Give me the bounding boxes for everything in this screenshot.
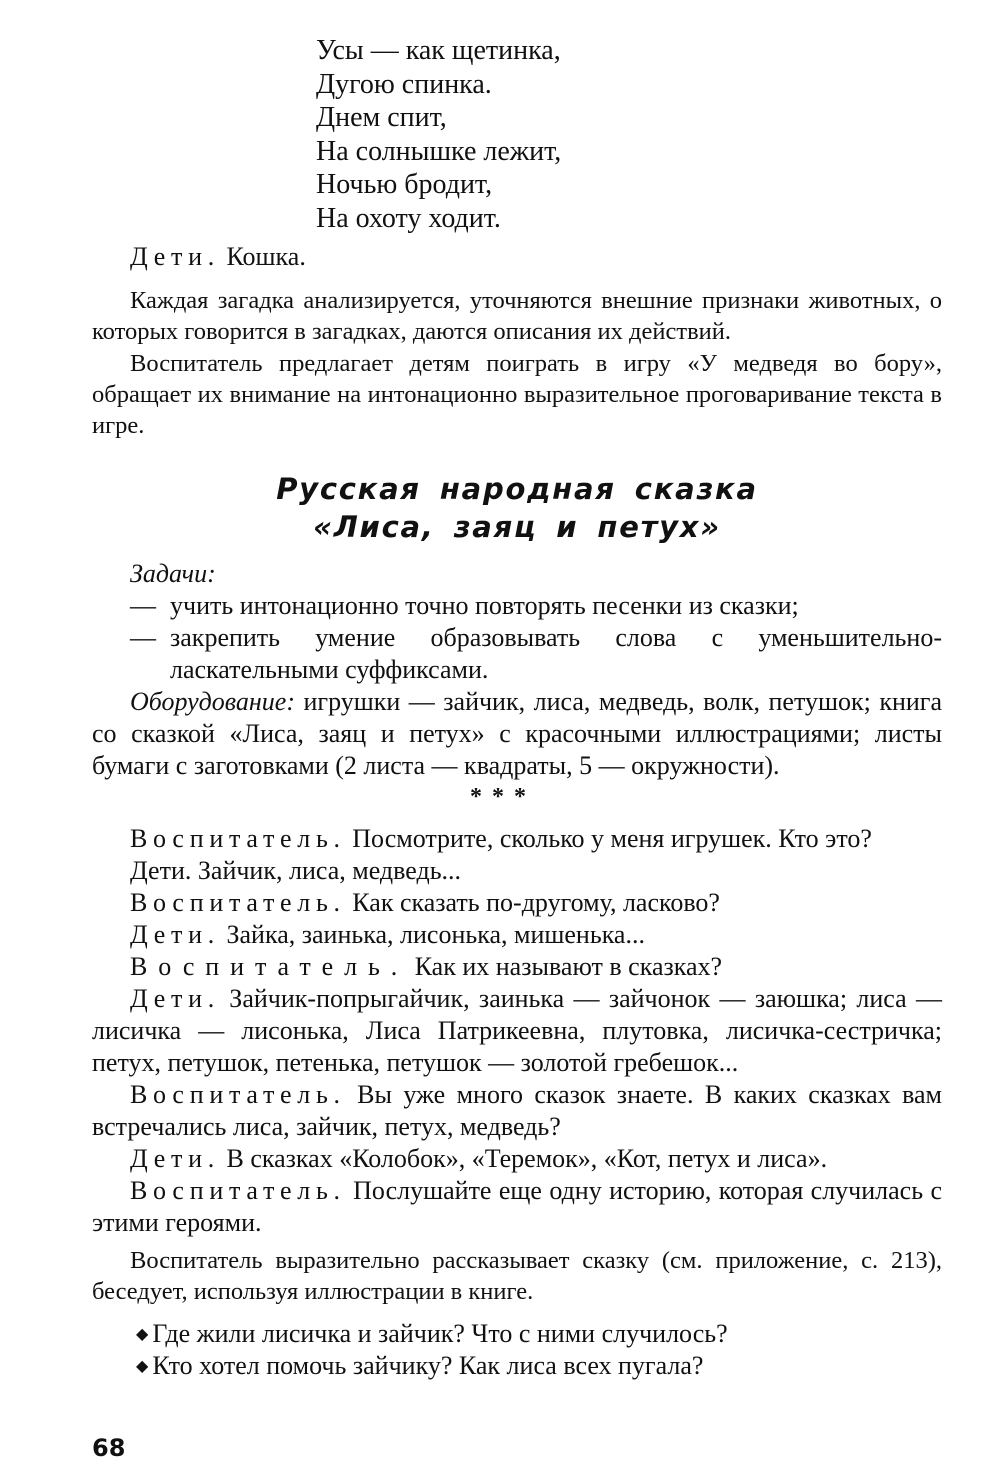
diamond-bullet-icon: ◆ bbox=[136, 1358, 149, 1375]
dialogue-line: Воспитатель. Посмотрите, сколько у меня игрушек. Кто это? bbox=[130, 824, 872, 853]
teacher-note: Воспитатель выразительно рассказывает сказку (см. приложение, с. 213), беседует, используя иллюстрации в книге. bbox=[92, 1247, 942, 1305]
equipment-paragraph: Оборудование: игрушки — зайчик, лиса, медведь, волк, петушок; книга со сказкой «Лиса, заяц и петух» с красочными иллюстрациями; листы бумаги с заготовками (2 листа — квадраты, 5 — окружности). bbox=[92, 687, 942, 780]
answer-text: Кошка. bbox=[219, 242, 306, 271]
dialogue-line: Воспитатель. Как их называют в сказках? bbox=[130, 952, 723, 981]
diamond-bullet-icon: ◆ bbox=[136, 1326, 149, 1343]
teacher-note: Каждая загадка анализируется, уточняются внешние признаки животных, о которых говорится в загадках, даются описания их действий. bbox=[92, 287, 942, 345]
task-item: — учить интонационно точно повторять песенки из сказки; bbox=[130, 591, 799, 620]
dialogue-line: Воспитатель. Вы уже много сказок знаете. В каких сказках вам встречались лиса, зайчик, петух, медведь? bbox=[92, 1080, 942, 1141]
speaker-label: Воспитатель. bbox=[130, 952, 409, 981]
dialogue-line: Дети. Зайчик, лиса, медведь... bbox=[130, 856, 462, 885]
equipment-label: Оборудование: bbox=[130, 687, 295, 716]
poem-line: Усы — как щетинка, bbox=[316, 35, 561, 66]
speaker-label: Дети. bbox=[130, 242, 220, 271]
speaker-label: Воспитатель. bbox=[130, 888, 346, 917]
section-title-line: «Лиса, заяц и петух» bbox=[313, 510, 721, 544]
dialogue-line: Воспитатель. Как сказать по-другому, ласково? bbox=[130, 888, 720, 917]
question-item: ◆ Где жили лисичка и зайчик? Что с ними случилось? bbox=[136, 1319, 728, 1348]
speaker-label: Дети. bbox=[130, 984, 220, 1013]
section-title bbox=[92, 470, 942, 546]
dialogue-line: Дети. В сказках «Колобок», «Теремок», «Кот, петух и лиса». bbox=[130, 1144, 828, 1173]
speaker-label: Дети. bbox=[130, 1144, 220, 1173]
section-title-line: Русская народная сказка bbox=[276, 472, 758, 506]
speaker-label: Воспитатель. bbox=[130, 824, 346, 853]
section-separator: *** bbox=[470, 784, 536, 810]
poem-line: Днем спит, bbox=[316, 102, 447, 134]
riddle-poem bbox=[316, 34, 561, 236]
tasks-heading: Задачи: bbox=[130, 559, 216, 588]
poem-line: На охоту ходит. bbox=[316, 202, 501, 234]
speaker-label: Дети. bbox=[130, 920, 220, 949]
speaker-label: Воспитатель. bbox=[130, 1176, 346, 1205]
dialogue-line: Дети. Зайчик-попрыгайчик, заинька — зайчонок — заюшка; лиса — лисичка — лисонька, Лиса Патрикеевна, плутовка, лисичка-сестричка; петух, петушок, петенька, петушок — золотой гребешок... bbox=[92, 984, 942, 1077]
page-number: 68 bbox=[92, 1434, 126, 1462]
teacher-note: Воспитатель предлагает детям поиграть в игру «У медведя во бору», обращает их внимание на интонационно выразительное проговаривание текста в игре. bbox=[92, 350, 942, 439]
task-item: — закрепить умение образовывать слова с уменьшительно-ласкательными суффиксами. bbox=[130, 623, 942, 684]
poem-line: На солнышке лежит, bbox=[316, 135, 562, 167]
answer-line bbox=[92, 241, 942, 273]
poem-line: Дугою спинка. bbox=[316, 68, 492, 100]
speaker-label: Воспитатель. bbox=[130, 1080, 346, 1109]
question-item: ◆ Кто хотел помочь зайчику? Как лиса всех пугала? bbox=[136, 1351, 704, 1380]
dialogue-line: Дети. Зайка, заинька, лисонька, мишенька... bbox=[130, 920, 645, 949]
speaker-label: Дети. bbox=[130, 856, 192, 885]
dialogue-line: Воспитатель. Послушайте еще одну историю, которая случилась с этими героями. bbox=[92, 1176, 942, 1237]
poem-line: Ночью бродит, bbox=[316, 169, 493, 201]
